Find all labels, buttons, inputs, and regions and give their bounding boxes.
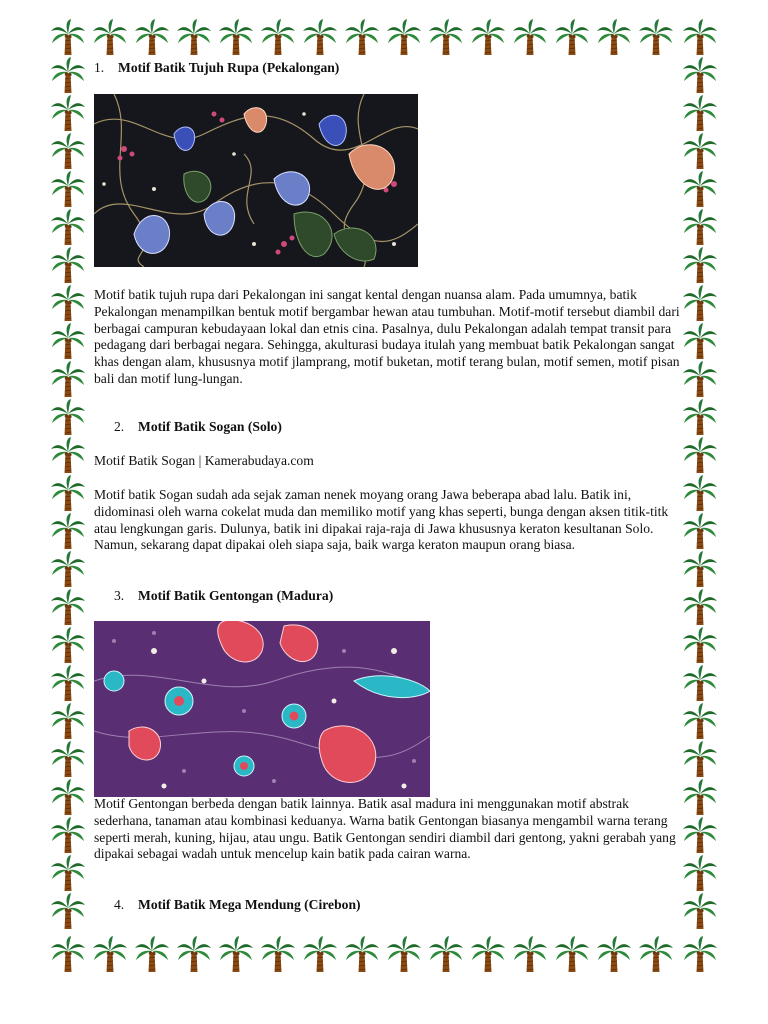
section-2-caption: Motif Batik Sogan | Kamerabudaya.com (94, 453, 314, 468)
section-2-heading (114, 419, 282, 436)
section-1-title: Motif Batik Tujuh Rupa (Pekalongan) (118, 60, 340, 75)
batik-tujuh-rupa-photo (94, 94, 418, 267)
batik-gentongan-photo (94, 621, 430, 797)
section-4-title: Motif Batik Mega Mendung (Cirebon) (138, 897, 361, 912)
section-1-paragraph: Motif batik tujuh rupa dari Pekalongan ini sangat kental dengan nuansa alam. Pada umumnya, batik Pekalongan menampilkan bentuk motif bergambar hewan atau tumbuhan. Motif-motif tersebut diambil dari berbagai campuran kebudayaan lokal dan etnis cina. Pasalnya, dulu Pekalongan adalah tempat transit para pedagang dari berbagai negara. Sehingga, akulturasi budaya itulah yang membuat batik Pekalongan sangat khas dengan alam, khususnya motif jlamprang, motif buketan, motif terang bulan, motif semen, motif pisan bali dan motif lung-lungan. (94, 287, 680, 386)
section-2-number: 2. (114, 419, 125, 434)
section-3-number: 3. (114, 588, 125, 603)
section-3-heading (114, 588, 333, 605)
section-3-title: Motif Batik Gentongan (Madura) (138, 588, 334, 603)
section-1-heading (94, 60, 339, 77)
section-2-title: Motif Batik Sogan (Solo) (138, 419, 282, 434)
section-3-paragraph: Motif Gentongan berbeda dengan batik lainnya. Batik asal madura ini menggunakan motif abstrak sederhana, tanaman atau kombinasi keduanya. Warna batik Gentongan biasanya mengambil warna terang seperti merah, kuning, hijau, atau ungu. Batik Gentongan sendiri diambil dari gentong, yakni gerabah yang dipakai sebagai wadah untuk mencelup kain batik pada cairan warna. (94, 796, 676, 862)
section-4-number: 4. (114, 897, 125, 912)
section-1-number: 1. (94, 60, 105, 75)
section-2-paragraph: Motif batik Sogan sudah ada sejak zaman nenek moyang orang Jawa beberapa abad lalu. Batik ini, didominasi oleh warna cokelat muda dan memiliko motif yang khas seperti, bunga dengan aksen titik-titk atau lengkungan garis. Dulunya, batik ini dipakai raja-raja di Jawa khususnya keraton kesultanan Solo. Namun, sekarang dapat dipakai oleh siapa saja, baik warga keraton maupun orang biasa. (94, 487, 669, 553)
section-4-heading (114, 897, 361, 914)
